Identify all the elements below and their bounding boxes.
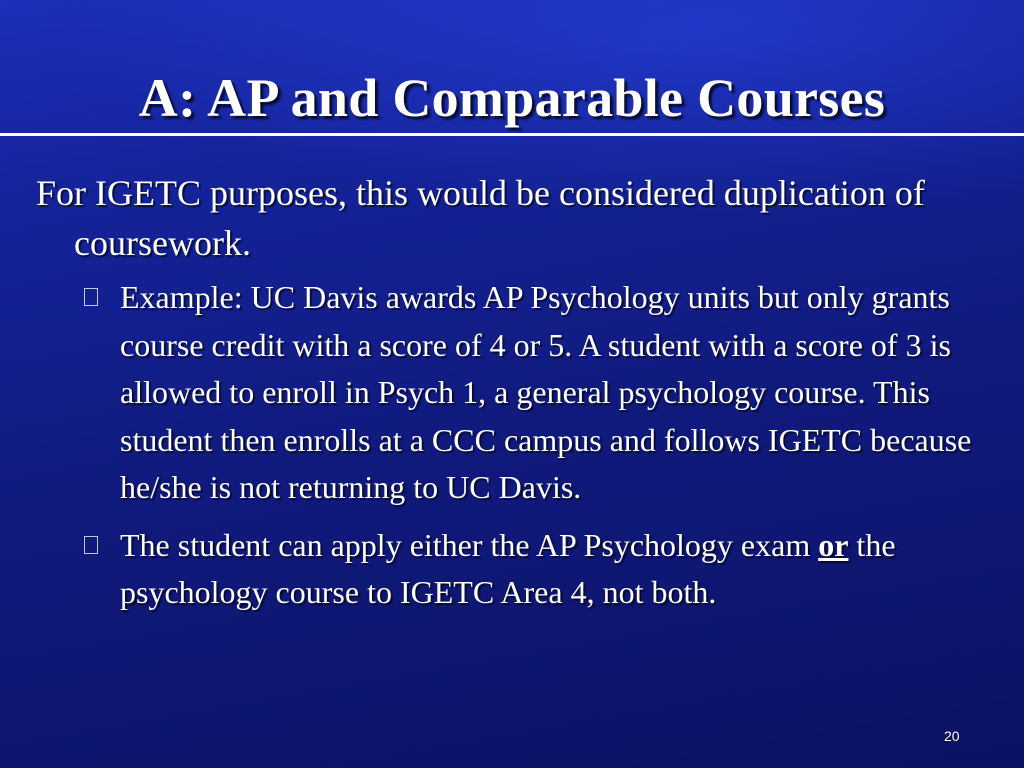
sub-point-text: Example: UC Davis awards AP Psychology units but only grants course credit with a score of 4 or 5. A student with a score of 3 is allowed to enroll in Psych 1, a general psychology course. This student then enrolls at a CCC campus and follows IGETC because he/she is not returning to UC Davis. [120,279,972,505]
main-point: For IGETC purposes, this would be considered duplication of coursework. [36,173,925,263]
sub-point-rule [84,522,1006,617]
sub-point-example [84,274,1006,512]
page-number: 20 [944,728,960,744]
sub-point-text-before: The student can apply either the AP Psychology exam [120,526,819,563]
title-divider [0,133,1024,136]
square-bullet-icon [84,536,98,554]
sub-point-list [36,274,1006,617]
slide-title: A: AP and Comparable Courses [138,68,886,128]
slide-content [36,168,1006,617]
sub-point-text-after: the psychology course to IGETC Area 4, not both. [120,526,896,610]
emphasis-or: or [818,526,849,563]
square-bullet-icon [84,288,98,306]
